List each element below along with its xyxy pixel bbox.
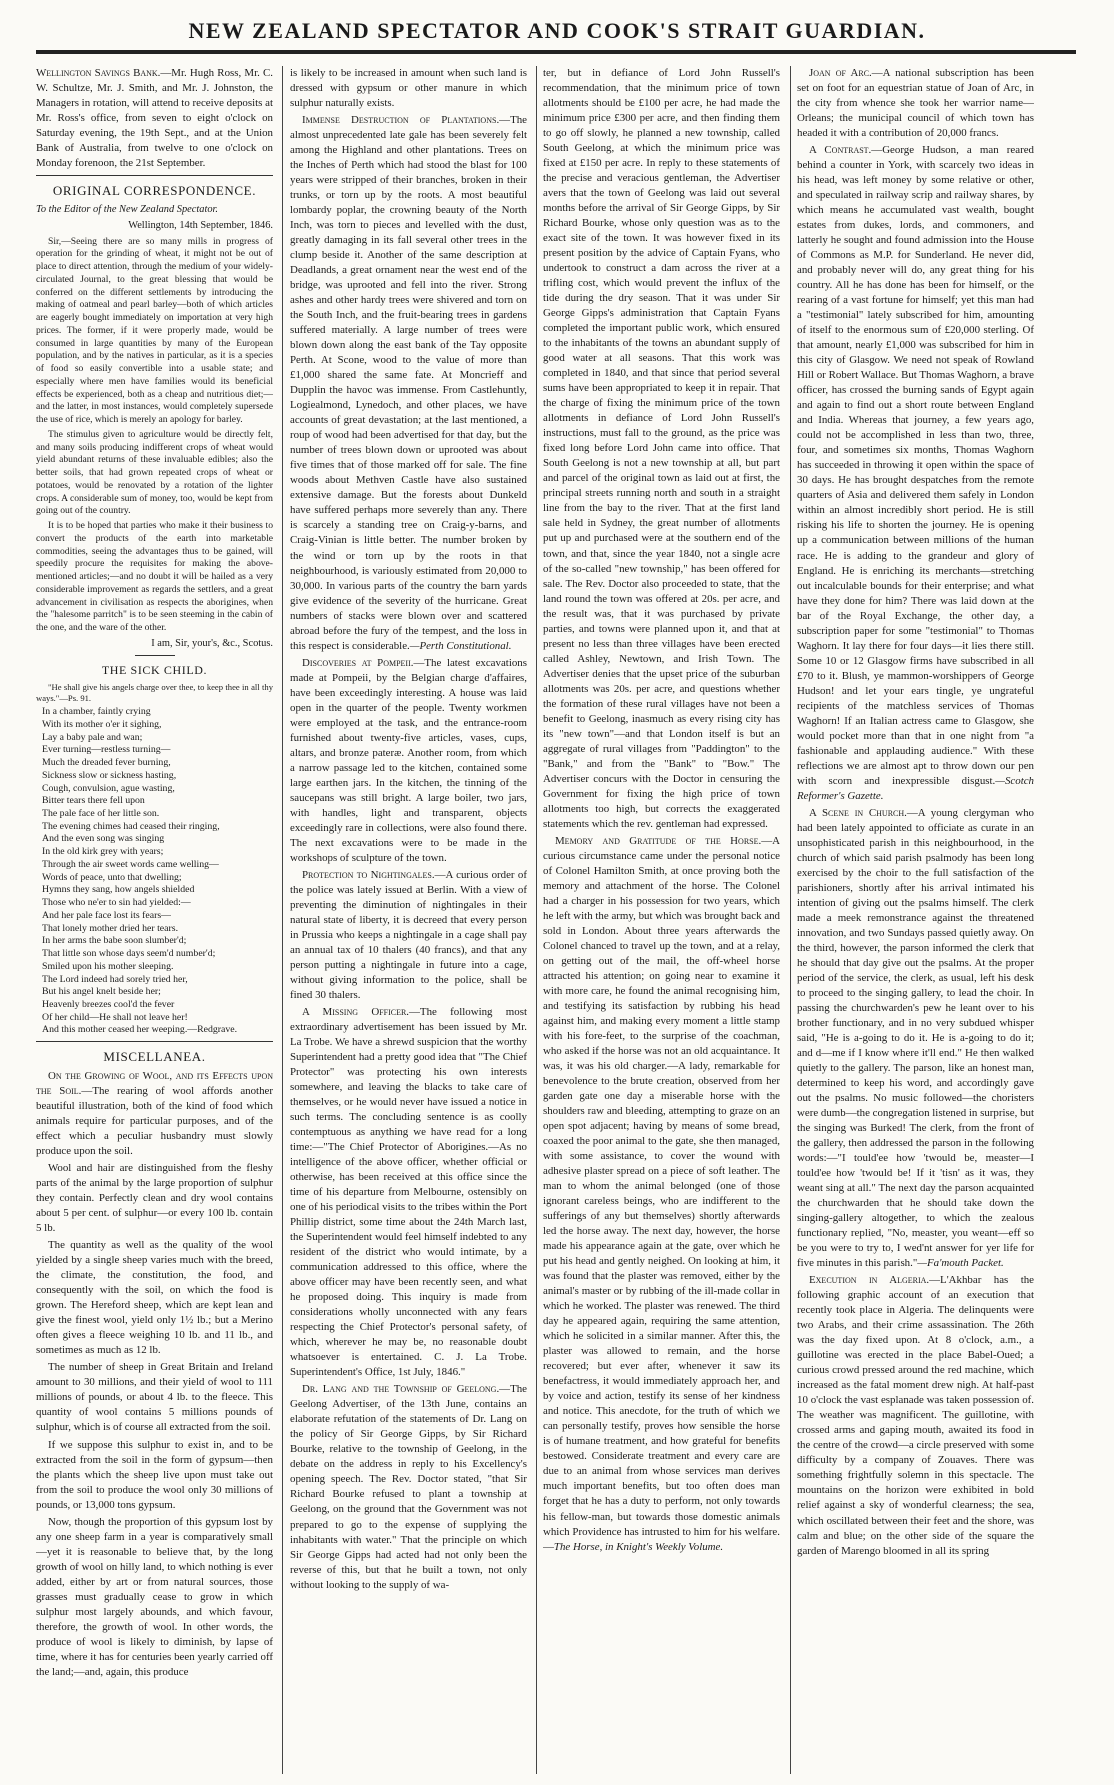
article-heading: Execution in Algeria.	[809, 1274, 930, 1287]
poem-line: In her arms the babe soon slumber'd;	[42, 935, 187, 947]
article-paragraph: The quantity as well as the quality of the wool yielded by a single sheep varies much with the breed, the climate, the constitution, the food, and consequently with the soil, on which the food is grown. The Hereford sheep, which are kept lean and give the finest wool, yield only 1½ lb.; but a Merino often gives a fleece weighing 10 lb. and 11 lb., and sometimes as much as 12 lb.	[36, 1239, 273, 1357]
poem-line: That lonely mother dried her tears.	[42, 922, 179, 934]
article-heading: A Missing Officer.	[302, 1005, 410, 1018]
section-heading: ORIGINAL CORRESPONDENCE.	[52, 183, 257, 199]
poem-line: Cough, convulsion, ague wasting,	[42, 782, 175, 794]
article-paragraph: The number of sheep in Great Britain and Ireland amount to 30 millions, and their yield of wool to 111 millions of pounds, or about 4 lb. to the fleece. This quantity of wool contains 5 millions pounds of sulphur, which is of course all extracted from the soil.	[36, 1361, 273, 1434]
poem-line: With its mother o'er it sighing,	[42, 718, 162, 730]
poem-line: Smiled upon his mother sleeping.	[42, 960, 174, 972]
poem-line: And her pale face lost its fears—	[42, 909, 171, 921]
section-rule	[36, 175, 273, 176]
poem-line: And the even song was singing	[42, 833, 165, 845]
poem-epigraph: "He shall give his angels charge over thee, to keep thee in all thy ways."—Ps. 91.	[36, 681, 273, 703]
section-heading: MISCELLANEA.	[103, 1049, 206, 1065]
poem-line: In the old kirk grey with years;	[42, 846, 164, 858]
article-nightingales	[290, 868, 527, 1003]
poem-line: Through the air sweet words came welling—	[42, 858, 219, 870]
article-body: —The rearing of wool affords another beautiful illustration, both of the kind of food which animals require for particular purposes, and of the effect which a peculiar husbandry must slowly produce upon the soil.	[36, 1085, 273, 1158]
poem-line: In a chamber, faintly crying	[42, 706, 151, 718]
column-2	[290, 66, 527, 1774]
column-divider	[790, 66, 791, 1774]
article-source: —Perth Constitutional.	[409, 639, 512, 652]
article-body: —A young clergyman who had been lately appointed to officiate as curate in an unsophisticated parish in this neighbourhood, in the church of which said parish psalmody has been long exercised by the choir to the full satisfaction of the parishioners, shortly after his arrival intimated his intention of giving out the psalms himself. The clerk made a meek remonstrance against the threatened innovation, and two Sundays passed quietly away. On the third, however, the parson informed the clerk that he should that day give out the psalms. At the proper period of the service, the clerk, as usual, left his desk to proceed to the singing gallery, to lead the choir. In passing the churchwarden's pew he leant over to his brother functionary, and in no very subdued whisper said, "He is a-going to do it. He is a-going to do it; and d—me if I know where it'll end." He then walked quietly to the gallery. The parson, like an honest man, determined to keep his word, and accordingly gave out the psalms. No music followed—the choristers were dumb—the congregation listened in surprise, but the singing was Burked! The clerk, from the front of the gallery, then addressed the parson in the following words:—"I tould'ee how 'twould be, measter—I tould'ee how 'twould be! If it 'tisn' as it was, they weant sing at all." The next day the parson acquainted the churchwarden that he should take down the singing-gallery altogether, to which the zealous functionary replied, "No, measter, you weant—eff so be you were to try to, I wed'nt answer for yer life for five minutes in this parish."	[797, 806, 1034, 1270]
article-plantations	[290, 113, 527, 654]
letter-paragraph: The stimulus given to agriculture would be directly felt, and many soils producing indifferent crops of wheat would yield abundant returns of these invaluable edibles; also the better soils, that had grown repeated crops of wheat or potatoes, would be renovated by a rotation of the lighter crops. A considerable sum of money, too, would be kept from going out of the country.	[36, 428, 273, 517]
column-3	[543, 66, 780, 1774]
article-savings-bank	[36, 66, 273, 171]
article-wool	[36, 1069, 273, 1159]
poem-line: The evening chimes had ceased their ringing,	[42, 820, 220, 832]
article-source: The Horse, in Knight's Weekly Volume.	[553, 1540, 724, 1553]
article-paragraph: is likely to be increased in amount when such land is dressed with gypsum or other manure in which sulphur naturally exists.	[290, 67, 527, 110]
poem-line: Of her child—He shall not leave her!	[42, 1011, 188, 1023]
masthead-rule	[36, 50, 1076, 54]
poem-title: THE SICK CHILD.	[101, 663, 208, 678]
article-pompeii	[290, 656, 527, 866]
column-divider	[536, 66, 537, 1774]
article-missing-officer	[290, 1005, 527, 1380]
poem-line: Heavenly breezes cool'd the fever	[42, 999, 175, 1011]
article-heading: Memory and Gratitude of the Horse.	[555, 834, 762, 847]
masthead: NEW ZEALAND SPECTATOR AND COOK'S STRAIT GUARDIAN.	[188, 18, 926, 43]
article-source: —Scotch Reformer's Gazette.	[797, 774, 1034, 802]
article-body: —L'Akhbar has the following graphic account of an execution that recently took place in Algeria. The delinquents were two Arabs, and their crime assassination. The 26th was the day fixed upon. At 8 o'clock, a.m., a guillotine was erected in the place Babel-Oued; a curious crowd pressed around the red machine, which increased as the fatal moment drew nigh. At half-past 10 o'clock the vast esplanade was taken possession of. The weather was magnificent. The guillotine, with crossed arms and gaping mouth, awaited its food in the centre of the crowd—a circle preserved with some difficulty by a company of Zouaves. There was something frightfully solemn in this spectacle. The mountains on the horizon were exhibited in bold relief against a sky of wonderful clearness; the sea, which oscillated between their feet and the shore, was calm and blue; on the other side of the square the garden of Marengo bloomed in all its spring	[797, 1274, 1034, 1557]
column-1	[36, 66, 273, 1774]
poem-line: And this mother ceased her weeping.—Redgrave.	[42, 1024, 238, 1036]
poem-line: Those who ne'er to sin had yielded:—	[42, 897, 191, 909]
poem-line: The pale face of her little son.	[42, 808, 160, 819]
article-body: —George Hudson, a man reared behind a counter in York, with scarcely two ideas in his head, was left money by some relative or other, and speculated in railway scrip and railway shares, by which means he accumulated vast wealth, bought estates from dukes, lords, and commoners, and latterly he sought and found admission into the House of Commons as M.P. for Sunderland. He never did, and probably never will do, any great thing for his country. All he has done has been for himself, or the rearing of a vast fortune for himself; yet this man had a "testimonial" lately subscribed for him, amounting of itself to the enormous sum of £20,000 sterling. Of that amount, nearly £1,000 was subscribed for him in this city of Glasgow. We need not speak of Rowland Hill or Robert Wallace. But Thomas Waghorn, a brave officer, has crossed the burning sands of Egypt again and again to find out a short route between England and India. Whereas that journey, a few years ago, could not be accomplished in less than two, three, four, and sometimes six months, Thomas Waghorn has succeeded in throwing it open within the space of 30 days. He has brought despatches from the remote quarters of Asia and delivered them safely in London within an almost incredibly short period. He is still risking his life to shorten the journey. He is opening up a communication between millions of the human race. He is adding to the grandeur and glory of England. He is enriching its merchants—stretching out incalculable bounds for their enterprise; and what have they done for him? There was laid down at the bar of the Royal Exchange, the other day, a subscription paper for some "testimonial" to Thomas Waghorn. It lay there for four days—it lies there still. Some 10 or 12 Glasgow firms have subscribed in all £70 to it. Blush, ye mammon-worshippers of George Hudson! and let your ears tingle, ye ungrateful recipients of the matchless services of Thomas Waghorn! If an Italian actress came to Glasgow, she would pocket more than that in one night from "a fashionable and applauding audience." With these reflections we are almost apt to throw down our pen with scorn and inexpressible disgust.	[797, 144, 1034, 787]
column-divider	[282, 66, 283, 1774]
article-heading: Immense Destruction of Plantations.	[302, 114, 500, 127]
article-body: —A national subscription has been set on foot for an equestrian statue of Joan of Arc, in the city from whence she took her warrior name—Orleans; the municipal council of which town has headed it with a contribution of 20,000 francs.	[797, 67, 1034, 140]
article-body: —The almost unprecedented late gale has been severely felt among the Highland and other plantations. Trees on the Inches of Perth which had stood the blast for 100 years were stripped of their branches, broken in their trunks, or torn up by the roots. A most beautiful lombardy poplar, the crowning beauty of the North Inch, was torn to pieces and levelled with the dust, greatly damaging in its fall several other trees in the clump beside it. Another of the same description at Deadlands, a great ornament near the west end of the bridge, was uprooted and fell into the river. Strong ashes and other hardy trees were shivered and torn on the South Inch, and the fruit-bearing trees in gardens suffered materially. A large number of trees were blown down along the east bank of the Tay opposite Perth. At Scone, wood to the value of more than £1,000 shared the same fate. At Moncrieff and Dupplin the havoc was immense. From Castlehuntly, Logiealmond, Lynedoch, and other places, we have accounts of great devastation; at the last mentioned, a roup of wood had been advertised for that day, but the number of trees blown down or uprooted was about five times that of those marked off for sale. The fine woods about Methven Castle have also sustained extensive damage. But the forests about Dunkeld have suffered perhaps more severely than any. There is scarcely a standing tree on Craig-y-barns, and Craig-Vinian is little better. The number broken by the wind or torn up by the roots in that neighbourhood, is variously estimated from 20,000 to 30,000. In various parts of the country the barn yards give evidence of the severity of the hurricane. Great numbers of stacks were blown over and scattered abroad before the fury of the tempest, and the loss in this respect is considerable.	[290, 114, 527, 652]
poem-line: Ever turning—restless turning—	[42, 744, 171, 756]
article-scene-in-church	[797, 806, 1034, 1271]
poem-line: But his angel knelt beside her;	[42, 986, 161, 998]
article-source: —Fa'mouth Packet.	[917, 1257, 1004, 1270]
article-paragraph: Now, though the proportion of this gypsum lost by any one sheep farm in a year is comparatively small—yet it is reasonable to believe that, by the long growth of wool on hilly land, to which nothing is ever added, either by art or from natural sources, those grasses must gradually cease to grow in which sulphur most largely abounds, and which favour, therefore, the growth of wool. In other words, the produce of wool is likely to diminish, by lapse of time, where it has for centuries been yearly carried off the land;—and, again, this produce	[36, 1515, 273, 1678]
article-heading: Joan of Arc.	[809, 67, 872, 79]
article-body: —A curious circumstance came under the personal notice of Colonel Hamilton Smith, at once proving both the memory and attachment of the horse. The Colonel had a charger in his possession for two years, which he left with the army, but which was brought back and sold in London. About three years afterwards the Colonel chanced to travel up the town, and at a relay, on getting out of the mail, the off-wheel horse attracted his attention; on going near to examine it with more care, he found the animal recognising him, and testifying its satisfaction by rubbing his head against him, and making every moment a little stamp with his fore-feet, to the surprise of the coachman, who asked if the horse was not an old acquaintance. It was, it was his old charger.—A lady, remarkable for benevolence to the brute creation, observed from her garden gate one day a miserable horse with the shoulders raw and bleeding, attempting to graze on an open spot adjacent; having by means of some bread, coaxed the poor animal to the gate, she then managed, with some assistance, to cover the wound with adhesive plaster spread on a piece of soft leather. The man to whom the animal belonged (one of those ignorant careless beings, who are indifferent to the sufferings of any but themselves) shortly afterwards led the horse away. The next day, however, the horse made his appearance again at the gate, over which he put his head and gently neighed. On looking at him, it was found that the plaster was removed, either by the animal's master or by rubbing of the ill-made collar in which he worked. The plaster was renewed. The third day he appeared again, requiring the same attention, which he solicited in a similar manner. After this, the plaster was allowed to remain, and the horse recovered; but ever after, whenever it saw its benefactress, it would immediately approach her, and by voice and action, testify its sense of her kindness and notice. This anecdote, for the truth of which we can personally testify, proves how sensible the horse is of humane treatment, and how grateful for benefits bestowed. Considerate treatment and every care are due to an animal from whose services man derives much important benefits, but too often does man forget that he has a duty to perform, not only towards his fellow-man, but towards those domestic animals which Providence has intrusted to him for his welfare.—	[543, 834, 780, 1553]
article-heading: Discoveries at Pompeii.	[302, 656, 414, 669]
article-paragraph: Wool and hair are distinguished from the fleshy parts of the animal by the large proportion of sulphur they contain. Perfectly clean and dry wool contains about 5 per cent. of sulphur—or every 100 lb. contain 5 lb.	[36, 1162, 273, 1235]
section-rule	[36, 1041, 273, 1042]
poem-line: Lay a baby pale and wan;	[42, 731, 143, 743]
poem-line: Hymns they sang, how angels shielded	[42, 884, 195, 896]
column-4	[797, 66, 1034, 1774]
article-heading: A Scene in Church.	[809, 806, 907, 819]
poem-line: Sickness slow or sickness hasting,	[42, 769, 177, 781]
article-body: —A curious order of the police was lately issued at Berlin. With a view of preventing the diminution of nightingales in their natural state of liberty, it is decreed that every person in Prussia who keeps a nightingale in a cage shall pay an annual tax of 10 thalers (40 francs), and that any person putting a nightingale in future into a cage, without giving information to the police, shall be fined 30 thalers.	[290, 868, 527, 1001]
article-geelong	[290, 1382, 527, 1592]
article-contrast	[797, 143, 1034, 804]
article-paragraph: If we suppose this sulphur to exist in, and to be extracted from the soil in the form of gypsum—then the plants which the sheep live upon must take out from the soil to produce the wool only 30 millions of pounds, or 13,000 tons gypsum.	[36, 1438, 273, 1511]
letter-paragraph: It is to be hoped that parties who make it their business to convert the products of the earth into marketable commodities, seeing the advantages thus to be gained, will speedily procure the requisites for making the above-mentioned articles;—and no doubt it will be hailed as a very considerable improvement as regards the settlers, and a great advancement in civilisation as respects the aborigines, when the "halesome parritch" is to be seen steeming in the cabin of the one, and the ware of the other.	[36, 520, 273, 634]
article-algeria	[797, 1273, 1034, 1558]
article-paragraph: ter, but in defiance of Lord John Russell's recommendation, that the minimum price of town allotments should be £100 per acre, he had made the minimum price £300 per acre, and then finding them to go off slowly, he planned a new township, called South Geelong, at which the minimum price was fixed at £150 per acre. In reply to these statements of the precise and veracious gentleman, the Advertiser avers that the town of Geelong was laid out several months before the arrival of Sir George Gipps, by Sir Richard Bourke, whose only question was as to the exact site of the town. It was however fixed in its present position by the advice of Captain Fyans, who undertook to construct a dam across the river at a trifling cost, which would prevent the influx of the tide during the dry season. That it was under Sir George Gipps's administration that Captain Fyans completed the important public work, which ensured to the inhabitants of the towns an abundant supply of good water at all seasons. That this work was completed in 1840, and that since that period several sums have been appropriated to keep it in repair. That the charge of fixing the minimum price of the town allotments in defiance of Lord John Russell's instructions, must fall to the ground, as the price was fixed long before Lord John came into office. That South Geelong is not a new township at all, but part and parcel of the original town as laid out at first, the principal streets running north and south in a straight line from the bay to the river. That at the first land sale held in Sydney, the great number of allotments put up and purchased were at the southern end of the town, and that, since the year 1840, not a single acre of the so-called "new township," has been offered for sale. The Rev. Doctor also proceeded to state, that the land round the town was offered at 20s. per acre, and the result was, that it was purchased by private parties, and towns were planned upon it, and that at present no less than three villages have been erected called Ashley, Newtown, and Irish Town. The Advertiser denies that the upset price of the suburban allotments was 20s. per acre, and questions whether the formation of these rural villages have not been a benefit to Geelong, inasmuch as every rising city has its "new town"—and that London itself is but an aggregate of rural villages from "Paddington" to the "Bank," and from the "Bank" to "Bow." The Advertiser concurs with the Doctor in censuring the Government for fixing the high price of town allotments too high, but corrects the exaggerated statements which the rev. gentleman had expressed.	[543, 67, 780, 830]
article-heading: Wellington Savings Bank.	[36, 67, 161, 79]
article-joan-of-arc	[797, 66, 1034, 141]
letter-dateline: Wellington, 14th September, 1846.	[128, 220, 273, 232]
article-body: —The following most extraordinary advertisement has been issued by Mr. La Trobe. We have a shrewd suspicion that the worthy Superintendent had a pretty good idea that "The Chief Protector" was protecting his own interests somewhere, and leaving the blacks to take care of themselves, or he would never have issued a notice in such terms. The concluding sentence is as coolly contemptuous as anything we have read for a long time:—"The Chief Protector of Aborigines.—As no intelligence of the above officer, whether official or otherwise, has been received at this office since the time of his departure from Melbourne, ostensibly on one of his periodical visits to the tribes within the Port Phillip district, some time about the 24th March last, the Superintendent would feel himself indebted to any resident of the district who would intimate, by a communication addressed to this office, where the above officer may have been recently seen, and what he proposed doing. This inquiry is made from considerations wholly unconnected with any fears respecting the Chief Protector's personal safety, of which, wherever he may be, no reasonable doubt whatsoever is entertained. C. J. La Trobe. Superintendent's Office, 1st July, 1846."	[290, 1005, 527, 1379]
poem-line: That little son whose days seem'd number'd;	[42, 948, 216, 960]
letter-address: To the Editor of the New Zealand Spectator.	[36, 204, 219, 216]
poem-line: Much the dreaded fever burning,	[42, 757, 171, 769]
poem	[36, 706, 273, 1037]
article-heading: On the Growing of Wool, and its Effects upon the Soil.	[36, 1070, 273, 1098]
article-body: —The Geelong Advertiser, of the 13th June, contains an elaborate refutation of the statements of Dr. Lang on the policy of Sir George Gipps, by Sir Richard Bourke, relative to the township of Geelong, in the debate on the address in reply to his Excellency's opening speech. The Rev. Doctor stated, "that Sir Richard Bourke refused to plant a township at Geelong, on the ground that the Government was not prepared to go to the expense of supplying the inhabitants with water." That the principle on which Sir George Gipps had acted had not only been the reverse of this, but that he built a town, not only without looking to the supply of wa-	[290, 1383, 527, 1591]
article-heading: Dr. Lang and the Township of Geelong.	[302, 1383, 500, 1396]
article-body: —The latest excavations made at Pompeii, by the Belgian charge d'affaires, have been exceedingly interesting. A house was laid open in the quarter of the people. Twenty workmen were employed at the task, and the entrance-room furnished about twenty-five articles, vases, cups, altars, and bronze pateræ. Another room, from which a narrow passage led to the kitchen, contained some large earthen jars. In the kitchen, the tinning of the saucepans was still bright. A large boiler, two jars, with handles, light and transparent, objects exceedingly rare in collections, were also found there. The next excavations were to be made in the workshops of sculpture of the town.	[290, 656, 527, 864]
poem-line: Bitter tears there fell upon	[42, 795, 145, 807]
poem-line: Words of peace, unto that dwelling;	[42, 871, 182, 883]
letter-signoff: I am, Sir, your's, &c., Scotus.	[151, 637, 273, 649]
article-heading: A Contrast.	[809, 144, 872, 157]
article-horse	[543, 834, 780, 1555]
poem-line: The Lord indeed had sorely tried her,	[42, 973, 188, 985]
article-heading: Protection to Nightingales.	[302, 868, 435, 881]
section-rule	[135, 655, 175, 656]
letter-paragraph: Sir,—Seeing there are so many mills in progress of operation for the grinding of wheat, it might not be out of place to direct attention, through the medium of your widely-circulated Journal, to the great blessing that would be conferred on the different settlements by introducing the making of oatmeal and pearl barley—both of which articles are eagerly bought immediately on importation at very high prices. The former, if it were properly made, would be consumed in large quantities by many of the European population, and by the natives in particular, as it is a species of food so easily convertible into a usable state; and especially where men have families would its beneficial effects be experienced, both as a cheap and nutritious diet;—and the latter, in most instances, would completely supersede the use of rice, which is merely an apology for barley.	[36, 235, 273, 426]
article-body: —Mr. Hugh Ross, Mr. C. W. Schultze, Mr. J. Smith, and Mr. J. Johnston, the Managers in rotation, will attend to receive deposits at Mr. Ross's office, from seven to eight o'clock on Saturday evening, the 19th Sept., and at the Union Bank of Australia, from twelve to one o'clock on Monday forenoon, the 21st September.	[36, 67, 273, 170]
